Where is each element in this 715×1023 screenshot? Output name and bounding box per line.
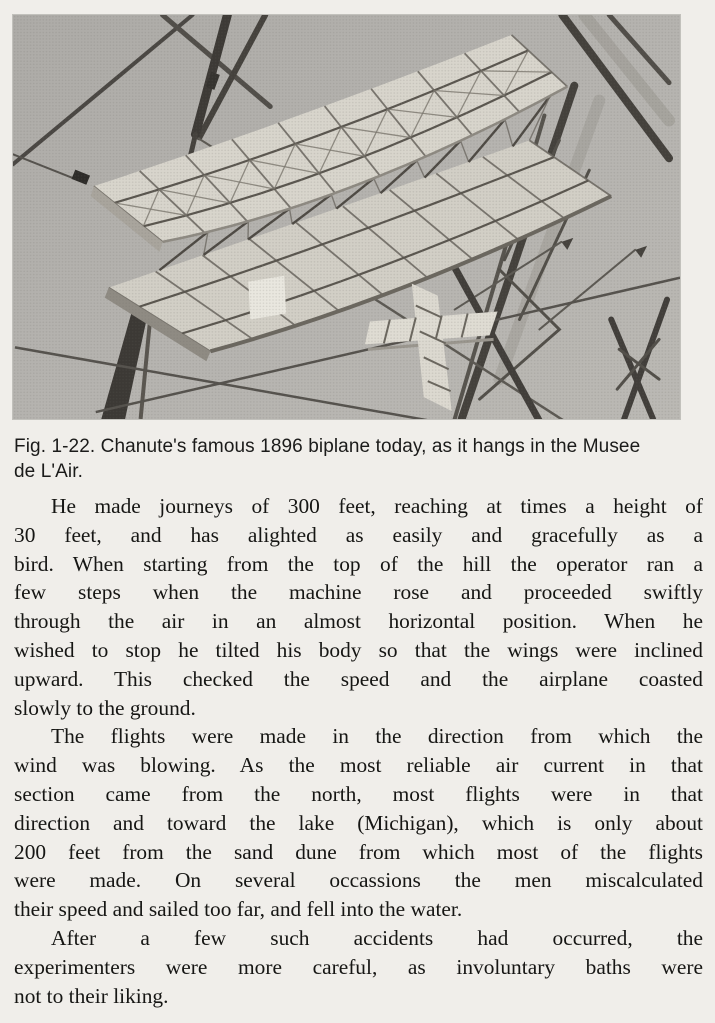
text-line: The flights were made in the direction from which the <box>51 724 703 749</box>
body-text <box>14 492 703 1010</box>
text-line: few steps when the machine rose and proceeded swiftly <box>14 580 703 605</box>
text-line: wind was blowing. As the most reliable air current in that <box>14 753 703 778</box>
text-line: experimenters were more careful, as involuntary baths were <box>14 954 703 979</box>
biplane-photo-illustration <box>13 15 680 419</box>
text-line: After a few such accidents had occurred, the <box>51 925 703 950</box>
text-line: bird. When starting from the top of the hill the operator ran a <box>14 551 703 576</box>
figure-photo <box>12 14 681 420</box>
text-line: through the air in an almost horizontal position. When he <box>14 609 703 634</box>
text-line: de L'Air. <box>14 461 83 482</box>
text-line: 30 feet, and has alighted as easily and gracefully as a <box>14 522 703 547</box>
halftone-overlay <box>13 15 680 419</box>
figure-caption <box>14 434 702 484</box>
text-line: direction and toward the lake (Michigan), which is only about <box>14 810 703 835</box>
text-line: He made journeys of 300 feet, reaching at times a height of <box>51 494 703 518</box>
text-line: Fig. 1-22. Chanute's famous 1896 biplane today, as it hangs in the Musee <box>14 436 641 457</box>
text-line: section came from the north, most flights were in that <box>14 781 703 806</box>
text-line: 200 feet from the sand dune from which most of the flights <box>14 839 703 864</box>
text-line: wished to stop he tilted his body so that the wings were inclined <box>14 637 703 662</box>
text-line: were made. On several occassions the men miscalculated <box>14 868 703 893</box>
text-line: their speed and sailed too far, and fell into the water. <box>14 897 463 922</box>
text-line: slowly to the ground. <box>14 695 196 720</box>
text-line: upward. This checked the speed and the airplane coasted <box>14 666 703 691</box>
text-line: not to their liking. <box>14 983 169 1008</box>
